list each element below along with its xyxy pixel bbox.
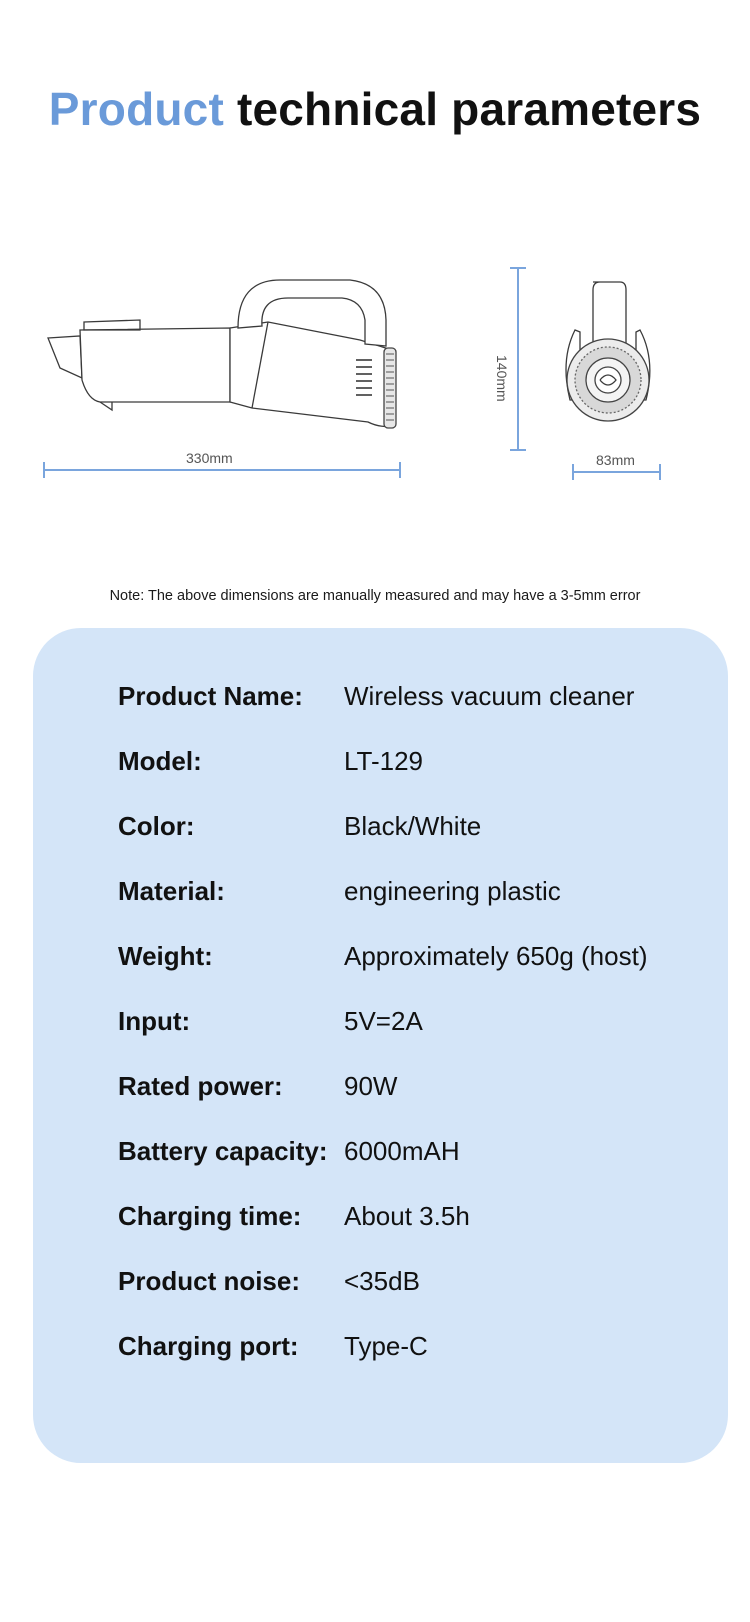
spec-label: Model:	[118, 746, 202, 776]
spec-label: Input:	[118, 1006, 191, 1036]
spec-row-color	[118, 806, 718, 846]
height-dimension-label: 140mm	[494, 355, 510, 402]
spec-value: 6000mAH	[344, 1136, 460, 1166]
spec-label: Product noise:	[118, 1266, 301, 1296]
specs-panel	[33, 628, 728, 1463]
spec-value: <35dB	[344, 1266, 420, 1296]
spec-label: Material:	[118, 876, 225, 906]
spec-value: 90W	[344, 1071, 398, 1101]
spec-label: Charging time:	[118, 1201, 302, 1231]
spec-value: Type-C	[344, 1331, 428, 1361]
spec-value: Black/White	[344, 811, 482, 841]
width-dimension-label: 83mm	[596, 452, 635, 468]
spec-row-product-noise	[118, 1261, 718, 1301]
spec-value: Approximately 650g (host)	[344, 941, 648, 971]
spec-value: engineering plastic	[344, 876, 561, 906]
spec-label: Rated power:	[118, 1071, 283, 1101]
spec-row-charging-port	[118, 1326, 718, 1366]
spec-label: Weight:	[118, 941, 213, 971]
title-accent: Product	[48, 83, 224, 135]
spec-row-rated-power	[118, 1066, 718, 1106]
spec-row-input	[118, 1001, 718, 1041]
spec-row-weight	[118, 936, 718, 976]
spec-label: Product Name:	[118, 681, 303, 711]
spec-value: About 3.5h	[344, 1201, 470, 1231]
title-rest: technical parameters	[236, 83, 702, 135]
spec-label: Battery capacity:	[118, 1136, 328, 1166]
length-dimension-label: 330mm	[186, 450, 233, 466]
spec-value: Wireless vacuum cleaner	[344, 681, 635, 711]
spec-value: LT-129	[344, 746, 424, 776]
spec-row-material	[118, 871, 718, 911]
measurement-note: Note: The above dimensions are manually measured and may have a 3-5mm error	[109, 588, 641, 604]
spec-row-charging-time	[118, 1196, 718, 1236]
product-dimension-drawing	[0, 250, 750, 490]
spec-row-battery-capacity	[118, 1131, 718, 1171]
page-title	[0, 82, 750, 136]
spec-row-model	[118, 741, 718, 781]
spec-label: Color:	[118, 811, 195, 841]
spec-value: 5V=2A	[344, 1006, 423, 1036]
spec-row-product-name	[118, 676, 718, 716]
spec-label: Charging port:	[118, 1331, 299, 1361]
